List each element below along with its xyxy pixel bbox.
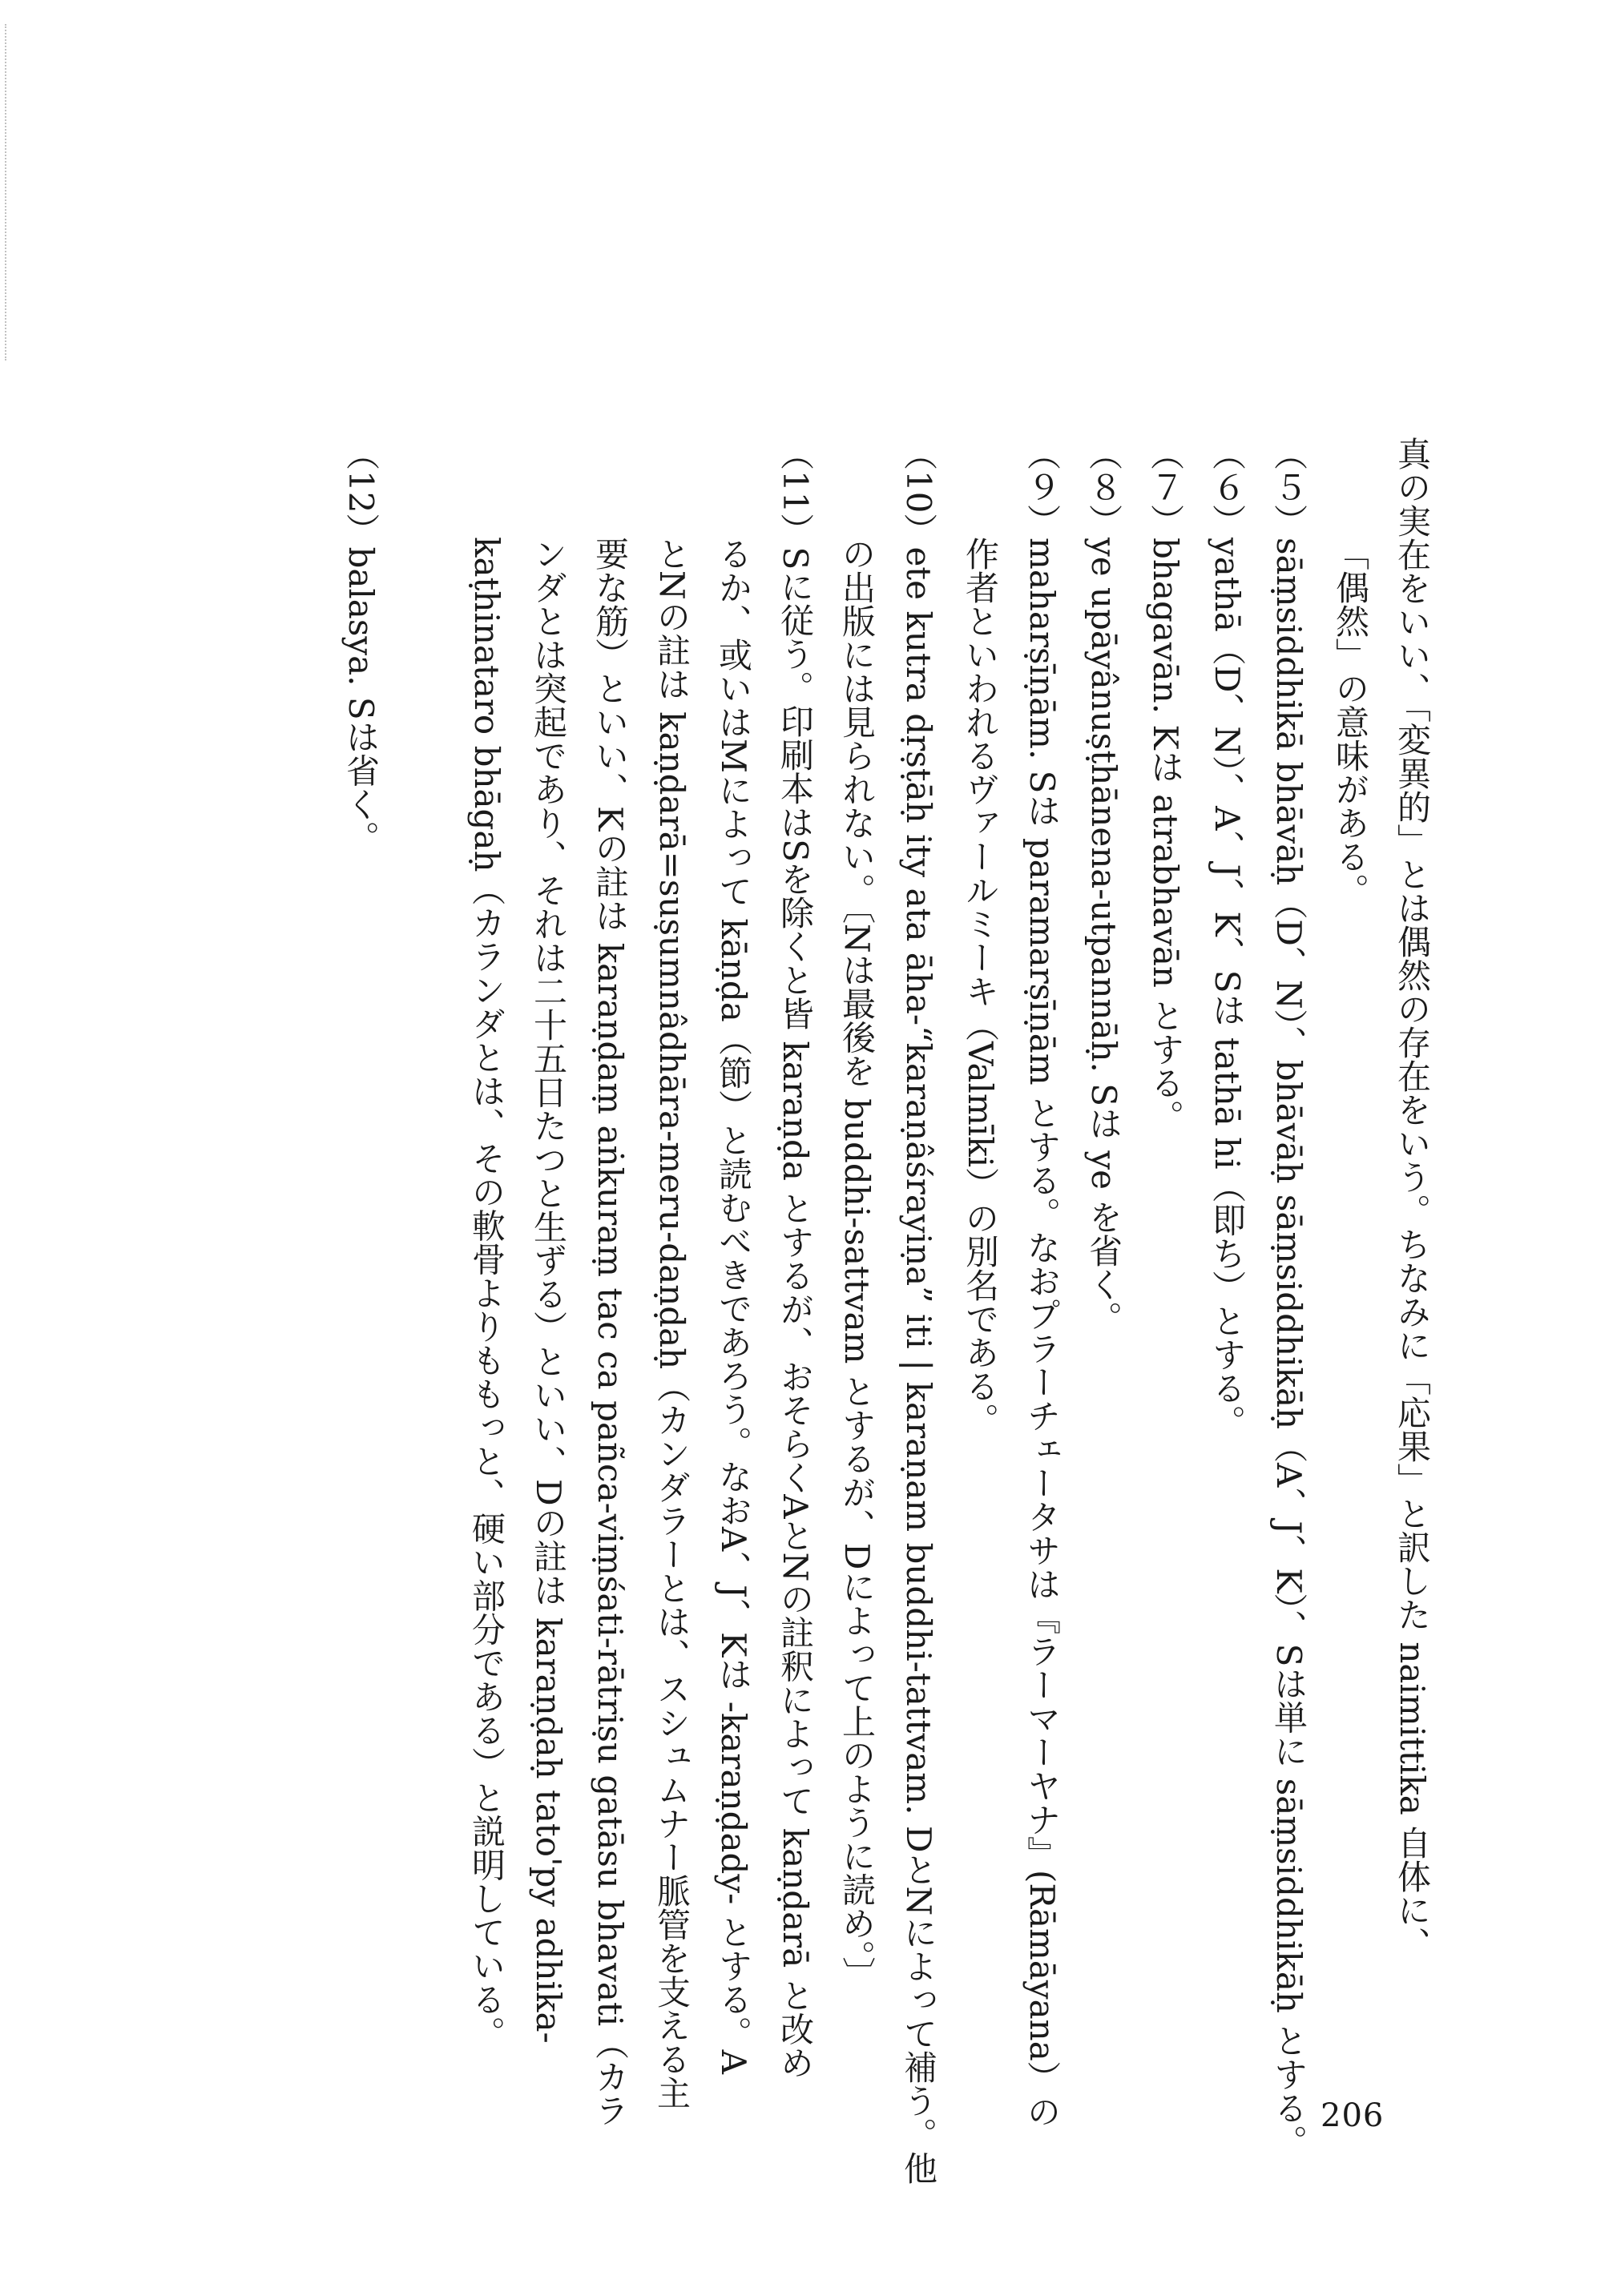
note-line-2: 「偶然」の意味がある。 [1331, 537, 1370, 907]
note-line-15: ンダとは突起であり、それは二十五日たつと生ずる）といい、Dの註は karaṇḍaḥ tato'py adhika- [529, 537, 568, 2044]
note-line-3: （５）sāṃsiddhikā bhāvāḥ（D、N）、bhāvāḥ sāṃsiddhikāḥ（A、J、K）、Sは単に sāṃsiddhikāḥ とする。 [1269, 437, 1308, 2159]
note-line-14: 要な筋）といい、Kの註は karaṇḍaṃ aṅkuraṃ tac ca pañca-viṃśati-rātriṣu gatāsu bhavati（カラ [591, 537, 630, 2128]
note-line-6: （８）ye upāyânuṣṭhānena-utpannāḥ. Sは ye を省く。 [1084, 437, 1123, 1335]
note-line-9: （10）ete kutra dṛṣṭāḥ ity ata āha-“karaṇâśrayiṇa” iti | karaṇam buddhi-tattvam. DとNによって補う。他 [899, 437, 938, 2185]
scan-edge-mark [5, 24, 14, 361]
note-line-13: とNの註は kaṇḍarā=suṣumnâdhāra-meru-daṇḍaḥ（カンダラーとは、スシュムナー脈管を支える主 [652, 537, 692, 2110]
note-line-1: 真の実在をいい、「変異的」とは偶然の存在をいう。ちなみに「応果」と訳した naimittika 自体に、 [1393, 437, 1432, 1961]
note-line-10: の出版には見られない。〔Nは最後を buddhi-sattvam とするが、Dによって上のように読め。〕 [837, 537, 877, 1991]
note-line-17: （12）balasya. Sは省く。 [341, 437, 381, 855]
note-line-7: （９）maharṣīṇām. Sは paramarṣīṇām とする。なおプラーチェータサは『ラーマーヤナ』(Rāmāyana）の [1022, 437, 1062, 2129]
note-line-5: （７）bhagavān. Kは atrabhavān とする。 [1146, 437, 1185, 1134]
note-line-4: （６）yathā（D、N）、A、J、K、Sは tathā hi（即ち）とする。 [1208, 437, 1247, 1439]
page-number: 206 [1321, 2097, 1385, 2134]
note-line-12: るか、或いはMによって kāṇḍa（節）と読むべきであろう。なおA、J、Kは -karaṇḍady- とする。A [714, 537, 753, 2074]
note-line-11: （11）Sに従う。印刷本はSを除くと皆 karaṇḍa とするが、おそらくAとNの註釈によって kaṇḍarā と改め [776, 437, 815, 2080]
note-line-8: 作者といわれるヴァールミーキ（Valmīki）の別名である。 [961, 537, 1000, 1437]
note-line-16: kaṭhinataro bhāgaḥ（カランダとは、その軟骨よりももっと、硬い部分である）と説明している。 [467, 537, 506, 2050]
